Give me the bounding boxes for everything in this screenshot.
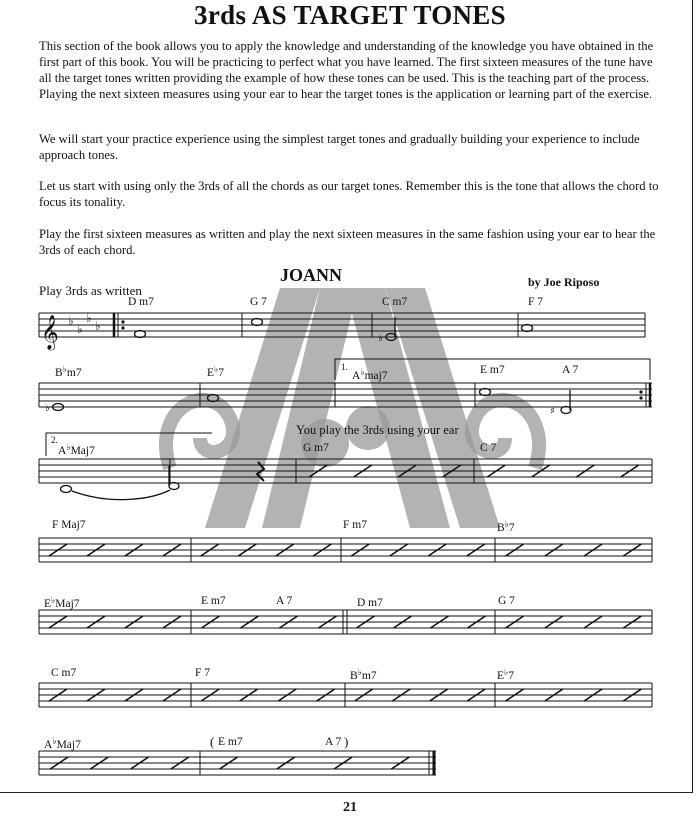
- whole-note: [61, 486, 72, 493]
- chord-symbol: C 7: [480, 442, 497, 454]
- chord-symbol: E♭7: [207, 364, 225, 379]
- svg-text:♭: ♭: [86, 311, 92, 325]
- chord-symbol: E m7: [480, 364, 505, 376]
- open-parenthesis: (: [210, 734, 215, 749]
- slash-notation: [49, 465, 641, 769]
- note-accidentals: [45, 333, 555, 417]
- staff-row-2: [39, 359, 652, 407]
- intro-paragraph: This section of the book allows you to apply the knowledge and understanding of the knowledge you have obtained in the first part of this book. You will be practicing to perfect what you have learned. The first sixteen measures of the tune have all the target tones written providing the example of how these tones can be used. This is the teaching part of the process. Playing the next sixteen measures using your ear to hear the target tones is the application or learning part of the exercise.: [39, 39, 654, 101]
- second-ending-label: 2.: [51, 435, 58, 445]
- thirds-paragraph: Let us start with using only the 3rds of all the chords as our target tones. Remember this is the tone that allows the chord to focus its tonality.: [39, 179, 659, 209]
- treble-clef-glyph: 𝄞: [41, 315, 59, 350]
- staff-row-3: [39, 433, 652, 483]
- chord-symbol: B♭7: [497, 519, 515, 534]
- key-signature: [68, 311, 101, 336]
- half-note: [169, 483, 179, 490]
- svg-text:♭: ♭: [45, 403, 50, 414]
- svg-text:♭: ♭: [77, 322, 83, 336]
- chord-symbol: D m7: [357, 597, 383, 609]
- page-number: 21: [343, 800, 357, 815]
- chord-symbol: B♭m7: [55, 364, 82, 379]
- chord-symbol: F 7: [195, 667, 211, 679]
- svg-text:♭: ♭: [378, 333, 383, 344]
- instructions-paragraph: Play the first sixteen measures as written and play the next sixteen measures in the same fashion using your ear to hear the 3rds of each chord.: [39, 227, 656, 257]
- song-title: JOANN: [280, 265, 342, 285]
- svg-text:♭: ♭: [68, 314, 74, 328]
- written-instruction: Play 3rds as written: [39, 283, 142, 298]
- first-ending-label: 1.: [341, 362, 348, 372]
- whole-note: [522, 325, 533, 332]
- chord-symbol: B♭m7: [350, 667, 377, 682]
- chord-symbol: F m7: [343, 519, 367, 531]
- chord-symbol: D m7: [128, 296, 154, 308]
- whole-note: [480, 389, 491, 396]
- chord-symbol: G 7: [250, 296, 267, 308]
- treble-clef: [41, 315, 59, 351]
- chord-symbol: E♭7: [497, 667, 515, 682]
- chord-symbol: A♭Maj7: [44, 736, 81, 751]
- composer-credit: by Joe Riposo: [528, 275, 600, 289]
- staff-row-4: [39, 538, 652, 562]
- chord-symbol: A♭Maj7: [58, 442, 95, 457]
- chord-symbol: A 7: [562, 364, 579, 376]
- staff-row-1: [39, 313, 645, 337]
- chord-symbol: E m7: [218, 736, 243, 748]
- ear-instruction: You play the 3rds using your ear: [296, 423, 459, 437]
- chord-symbol: F 7: [528, 296, 544, 308]
- whole-note: [208, 395, 219, 402]
- chord-symbol: C m7: [51, 667, 77, 679]
- close-parenthesis: ): [344, 734, 349, 749]
- whole-note: [135, 331, 146, 338]
- staff-row-5: [39, 610, 652, 634]
- chord-symbol: F Maj7: [52, 519, 86, 531]
- staff-row-6: [39, 683, 652, 707]
- chord-symbol: A 7: [325, 736, 342, 748]
- svg-text:♭: ♭: [95, 319, 101, 333]
- chord-symbol: C m7: [382, 296, 408, 308]
- tie: [72, 490, 170, 500]
- practice-paragraph: We will start your practice experience using the simplest target tones and gradually building your experience to include approach tones.: [39, 132, 640, 162]
- chord-symbol: A♭maj7: [352, 367, 388, 382]
- page-title: 3rds AS TARGET TONES: [194, 0, 506, 30]
- chord-symbol: G 7: [498, 595, 515, 607]
- svg-text:♯: ♯: [550, 406, 555, 417]
- whole-note: [252, 319, 263, 326]
- chord-symbol: G m7: [303, 442, 329, 454]
- chord-symbol: A 7: [276, 595, 293, 607]
- chord-symbol: E♭Maj7: [44, 595, 80, 610]
- chord-symbol: E m7: [201, 595, 226, 607]
